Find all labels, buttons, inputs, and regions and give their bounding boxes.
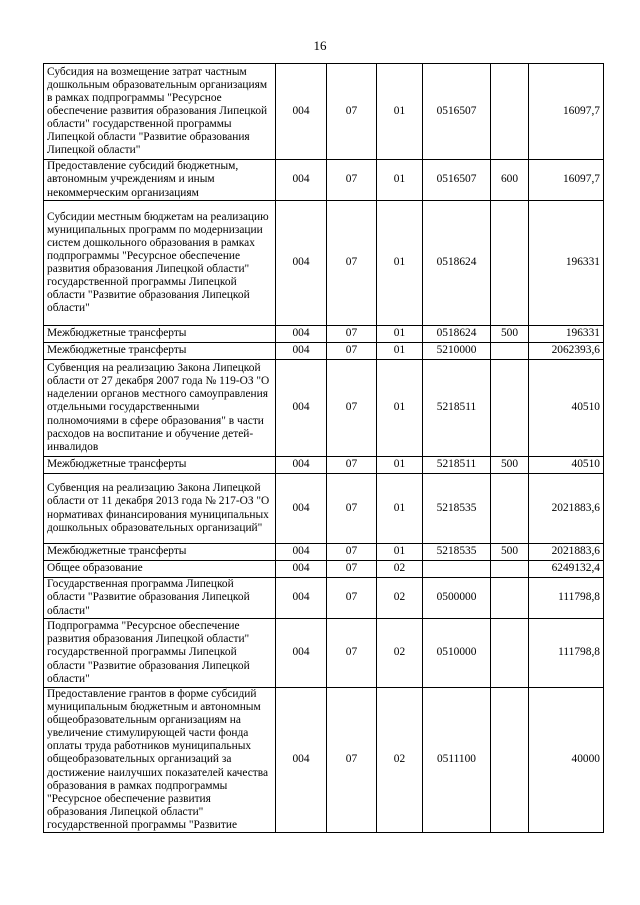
amount-cell: 40510 [529,457,604,474]
ministry-code-cell: 004 [276,457,327,474]
ministry-code-cell: 004 [276,544,327,561]
section-code-cell: 07 [327,360,377,457]
subsection-code-cell: 01 [377,457,423,474]
ministry-code-cell: 004 [276,619,327,688]
target-code-cell: 0516507 [423,64,491,160]
section-code-cell: 07 [327,457,377,474]
table-row [44,688,604,833]
section-code-cell: 07 [327,561,377,578]
expense-type-cell [491,64,529,160]
expense-type-cell: 600 [491,160,529,201]
table-row [44,457,604,474]
subsection-code-cell: 01 [377,201,423,326]
target-code-cell: 5218535 [423,544,491,561]
table-row [44,326,604,343]
expense-type-cell: 500 [491,457,529,474]
amount-cell: 16097,7 [529,64,604,160]
expense-type-cell [491,578,529,619]
section-code-cell: 07 [327,544,377,561]
ministry-code-cell: 004 [276,561,327,578]
ministry-code-cell: 004 [276,326,327,343]
expense-type-cell [491,343,529,360]
expense-type-cell [491,474,529,544]
section-code-cell: 07 [327,201,377,326]
subsection-code-cell: 01 [377,544,423,561]
row-name-cell: Межбюджетные трансферты [44,326,276,343]
target-code-cell: 0500000 [423,578,491,619]
expense-type-cell: 500 [491,544,529,561]
section-code-cell: 07 [327,160,377,201]
row-name-cell: Межбюджетные трансферты [44,544,276,561]
target-code-cell: 0516507 [423,160,491,201]
section-code-cell: 07 [327,619,377,688]
table-row [44,619,604,688]
section-code-cell: 07 [327,688,377,833]
row-name-cell: Межбюджетные трансферты [44,457,276,474]
target-code-cell [423,561,491,578]
row-name-cell: Подпрограмма "Ресурсное обеспечение развития образования Липецкой области" государственной программы Липецкой области "Развитие образования Липецкой области" [44,619,276,688]
amount-cell: 40510 [529,360,604,457]
target-code-cell: 0510000 [423,619,491,688]
table-row [44,160,604,201]
row-name-cell: Межбюджетные трансферты [44,343,276,360]
subsection-code-cell: 01 [377,474,423,544]
row-name-cell: Предоставление субсидий бюджетным, автономным учреждениям и иным некоммерческим организациям [44,160,276,201]
row-name-cell: Субсидия на возмещение затрат частным дошкольным образовательным организациям в рамках подпрограммы "Ресурсное обеспечение развития образования Липецкой области" государственной программы Липецкой области "Развитие образования Липецкой области" [44,64,276,160]
expense-type-cell [491,619,529,688]
expense-type-cell [491,561,529,578]
section-code-cell: 07 [327,64,377,160]
ministry-code-cell: 004 [276,578,327,619]
target-code-cell: 0518624 [423,201,491,326]
amount-cell: 6249132,4 [529,561,604,578]
ministry-code-cell: 004 [276,64,327,160]
ministry-code-cell: 004 [276,343,327,360]
expense-type-cell [491,201,529,326]
row-name-cell: Субвенция на реализацию Закона Липецкой области от 11 декабря 2013 года № 217-ОЗ "О нормативах финансирования муниципальных дошкольных образовательных организаций" [44,474,276,544]
table-row [44,561,604,578]
ministry-code-cell: 004 [276,201,327,326]
table-row [44,544,604,561]
subsection-code-cell: 02 [377,619,423,688]
target-code-cell: 5218535 [423,474,491,544]
amount-cell: 196331 [529,326,604,343]
table-row [44,578,604,619]
amount-cell: 111798,8 [529,619,604,688]
amount-cell: 16097,7 [529,160,604,201]
table-row [44,474,604,544]
section-code-cell: 07 [327,474,377,544]
amount-cell: 111798,8 [529,578,604,619]
amount-cell: 40000 [529,688,604,833]
row-name-cell: Субвенция на реализацию Закона Липецкой области от 27 декабря 2007 года № 119-ОЗ "О наделении органов местного самоуправления отдельными государственными полномочиями в сфере образования" в части расходов на воспитание и обучение детей-инвалидов [44,360,276,457]
subsection-code-cell: 02 [377,561,423,578]
section-code-cell: 07 [327,578,377,619]
subsection-code-cell: 02 [377,578,423,619]
row-name-cell: Государственная программа Липецкой области "Развитие образования Липецкой области" [44,578,276,619]
target-code-cell: 5218511 [423,457,491,474]
row-name-cell: Общее образование [44,561,276,578]
section-code-cell: 07 [327,326,377,343]
target-code-cell: 5210000 [423,343,491,360]
table-row [44,360,604,457]
budget-table [43,63,604,833]
table-row [44,201,604,326]
expense-type-cell [491,688,529,833]
subsection-code-cell: 01 [377,160,423,201]
amount-cell: 2021883,6 [529,544,604,561]
table-row [44,64,604,160]
amount-cell: 2021883,6 [529,474,604,544]
ministry-code-cell: 004 [276,474,327,544]
target-code-cell: 0518624 [423,326,491,343]
page-number: 16 [313,38,327,53]
table-row [44,343,604,360]
subsection-code-cell: 01 [377,360,423,457]
ministry-code-cell: 004 [276,360,327,457]
amount-cell: 2062393,6 [529,343,604,360]
subsection-code-cell: 02 [377,688,423,833]
row-name-cell: Предоставление грантов в форме субсидий муниципальным бюджетным и автономным общеобразовательным организациям на увеличение стимулирующей части фонда оплаты труда работников муниципальных общеобразовательных организаций за достижение наилучших показателей качества образования в рамках подпрограммы "Ресурсное обеспечение развития образования Липецкой области" государственной программы "Развитие [44,688,276,833]
section-code-cell: 07 [327,343,377,360]
target-code-cell: 5218511 [423,360,491,457]
expense-type-cell: 500 [491,326,529,343]
subsection-code-cell: 01 [377,64,423,160]
row-name-cell: Субсидии местным бюджетам на реализацию муниципальных программ по модернизации систем дошкольного образования в рамках подпрограммы "Ресурсное обеспечение развития образования Липецкой области" государственной программы Липецкой области "Развитие образования Липецкой области" [44,201,276,326]
amount-cell: 196331 [529,201,604,326]
ministry-code-cell: 004 [276,160,327,201]
target-code-cell: 0511100 [423,688,491,833]
table-body [44,64,604,833]
subsection-code-cell: 01 [377,326,423,343]
ministry-code-cell: 004 [276,688,327,833]
expense-type-cell [491,360,529,457]
subsection-code-cell: 01 [377,343,423,360]
